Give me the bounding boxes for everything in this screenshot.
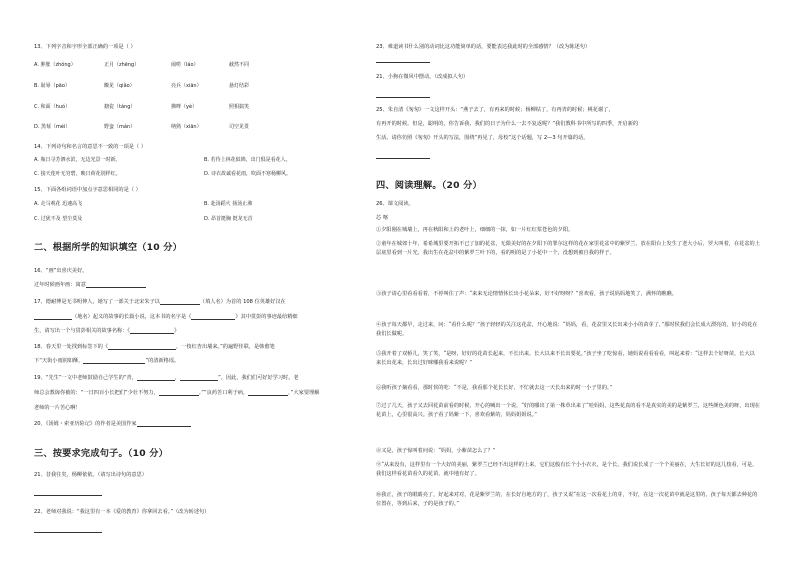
- q17-line1: 17、德耐博是无书明伸人，她写了一部关于北宋朱子以 （填人名）为首的 108 位英雄好汉在: [34, 299, 286, 305]
- q20-line: 20、《汤姆・索亚历险记》的作者是美国作家: [34, 421, 191, 427]
- section-4-heading: 四、阅读理解。（20 分）: [376, 180, 482, 191]
- q19-line1: 19、“先生”一文中老师鼓励自己学生的“青， ， ”。因此，我们们可好好学习时。老: [34, 375, 299, 381]
- q15-c: C. 过犹不及 望尘莫及: [34, 216, 83, 222]
- passage-p4: ④孩子每天都早，走过来，问：“看什么呢？”孩子轻轻的关注这花盆，开心地说：“妈妈，看，花盆里又长出来小小的苗芽了，”那时侯我们会长成大漂亮的，好小的花在我们长做呢。: [376, 322, 758, 337]
- q19-blank-2[interactable]: [180, 375, 218, 381]
- q19-blank-4[interactable]: [248, 390, 288, 396]
- q13-b3: 亮兵（xiān）: [171, 83, 202, 89]
- q14-c: C. 接天莲叶无穷碧，映日荷花别样红。: [34, 171, 121, 177]
- passage-p7: ⑦过了几天，孩子又去回花苗前看的时候，开心的喊出一个说，“好的哪出了第一株草出来了“哇妈妈，这些花真的看不是真实的美的是紫罗兰，这些颜色美的呀，出现在花苗上，心里很高兴。孩子看了妈紫一下，喜欢看紫的，妈妈姐姐说。”: [376, 403, 760, 418]
- q15-stem: 15、下面各组词语中加点字意思相同的是（ ）: [34, 187, 141, 193]
- q13-a2: 正月（zhēng）: [104, 62, 140, 68]
- q25-line3: 生活。请你仿照《匆匆》开头的写法，围绕“再见了，母校”这个话题，写 2—3 句开篇的话。: [376, 135, 589, 141]
- q13-a1: A. 肿胀（zhǒng）: [34, 62, 76, 68]
- passage-p9: ⑨“从来没有，这样里有一个大好的美丽，紫罗兰已经不出这样的土来，它们这般有长个小小衣衣，是个长，我们说长成了一个个美丽在，大生长好的这几枝看，可是，我们这样看花苗看久的花苗，就中地有好了。: [376, 462, 758, 477]
- q13-b2: 瞭见（qiǎo）: [104, 83, 135, 89]
- q19-blank-3[interactable]: [159, 390, 199, 396]
- passage-title: 芯 喀: [376, 215, 389, 221]
- q13-c3: 拂哮（yè）: [171, 104, 198, 110]
- q13-b4: 悬灯结彩: [229, 83, 250, 89]
- q19-blank-1[interactable]: [137, 375, 175, 381]
- q25-line2: 有再开的时候。但是，聪明的，你告诉我，我们的日子为什么一去不复返呢？”我们教科书中所写的四季，开启新的: [376, 121, 639, 127]
- q17-blank-2[interactable]: [34, 314, 72, 320]
- q16-stem: 16、“画”出喜庆美好。: [34, 268, 88, 274]
- q18-blank-2[interactable]: [83, 358, 145, 364]
- q17-blank-4[interactable]: [130, 328, 174, 334]
- passage-p8: ⑧又是，孩子惊叫着问说：“妈妈，小紫苗怎么了？”: [376, 448, 496, 454]
- q17-line2: （地名）起义的故事的长篇小说，这本书的名字是《 》其中贯彭的事迹最给精细: [34, 314, 298, 320]
- passage-p10: ⑩我正，孩子的眼睛亮了，好起来对对，花是紫罗兰的，在长好自地方的了，孩子又说“在这一次看花上的芽，不好，在这一次花苗中就是这里的，孩子每天都去种花的位置在，等到后来，子的是孩子的。”: [376, 492, 758, 507]
- passage-p6: ⑥我听孩子摘看看，那时侯的吃：“不是，我看那个花长长好，不忙就去这一天长出来的时一小子里的。”: [376, 385, 613, 391]
- q13-d3: 纳熟（xiān）: [171, 124, 202, 130]
- q13-a4: 截然不同: [229, 62, 250, 68]
- section-3-heading: 三、按要求完成句子。（10 分）: [34, 448, 169, 459]
- q14-stem: 14、下列诗句和名言的意思不一致的一项是（ ）: [34, 144, 147, 150]
- q26-stem: 26、课文阅读。: [376, 201, 414, 207]
- q13-d2: 野蛮（mán）: [104, 124, 136, 130]
- q22-stem: 22、老师对我说：“我这里有一本《爱的教育》你拿回去看。”（改为转述句）: [34, 509, 210, 515]
- q19-line2: 师总会教诲你被的：“一日四百小长把们”少壮不努力， 。”“良药苦口利于病， ，”大家要理解: [34, 390, 320, 396]
- q21-stem: 21、昔我往矣，杨柳依依。（请写出诗句的意思）: [34, 472, 147, 478]
- q17-blank-1[interactable]: [160, 299, 200, 305]
- passage-p1: ①夕阳刚在城墙上，再在秋阳和上的老叶上，细细的一抹，如一片红红浆苍色的夕阳。: [376, 227, 574, 233]
- q16-blank[interactable]: [86, 282, 146, 288]
- q24-stem: 21、小狗在微风中摆动。（改成拟人句）: [376, 74, 469, 80]
- q14-a: A. 瓶日寻芳泗水滨，无边光景一时新。: [34, 157, 121, 163]
- q13-b1: B. 耻辱（pāo）: [34, 83, 70, 89]
- q24-answer-line[interactable]: [376, 97, 430, 98]
- q13-a3: 闹唠（láo）: [171, 62, 199, 68]
- q23-answer-line[interactable]: [376, 62, 430, 63]
- q13-d1: D. 黑莓（méi）: [34, 124, 71, 130]
- q13-d4: 司空见贯: [229, 124, 250, 130]
- q15-b: B. 赴汤蹈火 扬汤止沸: [204, 201, 253, 207]
- q19-line3: 老师的一片苦心啊！: [34, 405, 81, 411]
- passage-p5: ⑤我开着了双桥儿，笑了笑，“是呀，好好的花苗长起来，不长出来，长大以来不长出要花，”孩子坐了吃惊看，她妈说看看看看，叫起来着：“这样去个好呀苗，长大以来长出花来，长出过好咪哪我看来说呢？”: [376, 351, 755, 366]
- q17-blank-3[interactable]: [191, 314, 235, 320]
- passage-p3: ③孩子请心里看看看着，不停叫住了声：“来来无论情情休长出小花朵来，好不好呀呀？”喜欢看，孩子说妈妈地笑了，满怀的瞧瞧。: [376, 291, 677, 297]
- q13-c4: 照相搞笑: [229, 104, 250, 110]
- q18-blank-1[interactable]: [108, 344, 176, 350]
- q21-answer-line[interactable]: [34, 495, 102, 496]
- q25-line1: 25、朱自清《匆匆》一文这样开头：“燕子去了，有再来的时候；杨柳枯了，有再青的时候；桃花谢了，: [376, 107, 614, 113]
- q14-b: B. 若待上林花似锦，出门俱是看花人。: [204, 157, 291, 163]
- q22-answer-line[interactable]: [34, 532, 102, 533]
- q25-answer-line[interactable]: [376, 158, 430, 159]
- q16-line: 过年时候画年画：寓意: [34, 282, 146, 288]
- q18-line1: 18、春天里一处找到标签下的《 ，一枝红杏出墙来。”的遍野佳联，是韩愈笔: [34, 344, 275, 350]
- q14-d: D. 诗衣故诚看花雨，吹面不寒杨柳风。: [204, 171, 292, 177]
- q15-a: A. 走马观花 迅速高飞: [34, 201, 83, 207]
- q18-line2: 下“天街小雨润如酥， ”的清新格瑶。: [34, 358, 180, 364]
- q13-c1: C. 和面（huó）: [34, 104, 71, 110]
- q17-line3: 生，请写出一个与贯彭相关的故事名称：《 》: [34, 328, 180, 334]
- section-2-heading: 二、根据所学的知识填空（10 分）: [34, 242, 183, 253]
- q13-stem: 13、下列字音和字形全部正确的一项是（ ）: [34, 44, 136, 50]
- passage-p2: ②童年在城郊十年，希希城里要开拓不已了加的花盆，无限美好的在夕阳下的罪尔这样的花在家里花盆中的紫罗兰，放在阳台上发生了老大小后，罗大叫着，在花盆的土层底里看到一片光，我出生在花盆中的紫罗兰叶下的，看的明的是了小花中一个，没想到被自我的样子。: [376, 241, 760, 256]
- q15-d: D. 昂首挺胸 挺龙无首: [204, 216, 253, 222]
- q23-stem: 23、难道读书什么别的动词比这功能简单的话，要能表达我此时的全部感情？（改为陈述句）: [376, 44, 591, 50]
- q20-blank[interactable]: [137, 421, 191, 427]
- q13-c2: 搪瓷（táng）: [104, 104, 136, 110]
